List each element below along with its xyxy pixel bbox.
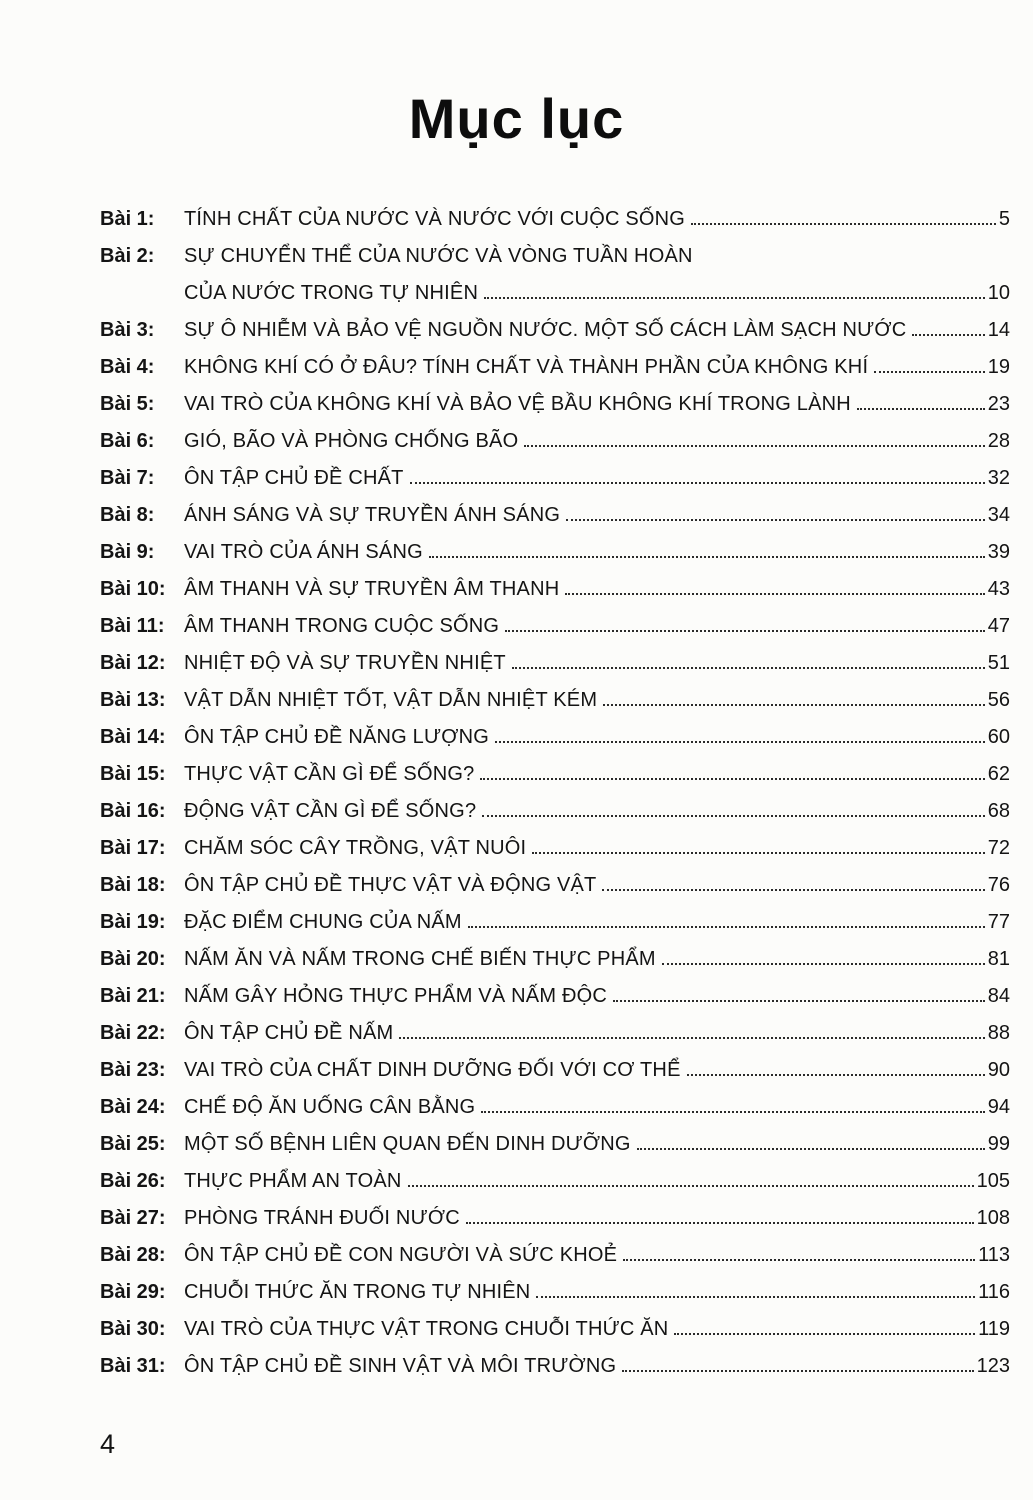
page-title: Mục lục xyxy=(408,87,625,150)
toc-entry-label: Bài 12: xyxy=(100,652,166,674)
toc-entry-label: Bài 27: xyxy=(100,1207,166,1229)
toc-entry-line xyxy=(100,1052,1010,1089)
toc-entry xyxy=(100,941,1010,978)
toc-entry-line xyxy=(100,793,1010,830)
dot-leader xyxy=(505,630,985,632)
toc-entry xyxy=(100,1089,1010,1126)
toc-entry-label: Bài 11: xyxy=(100,615,165,637)
toc-entry-label: Bài 13: xyxy=(100,689,166,711)
toc-entry-page: 62 xyxy=(987,763,1010,785)
toc-entry-page: 10 xyxy=(987,282,1010,304)
toc-entry-label: Bài 23: xyxy=(100,1059,166,1081)
toc-entry xyxy=(100,1237,1010,1274)
dot-leader xyxy=(623,1259,975,1261)
toc-entry-label: Bài 4: xyxy=(100,356,155,378)
dot-leader xyxy=(613,1000,985,1002)
toc-entry-label: Bài 24: xyxy=(100,1096,166,1118)
toc-entry xyxy=(100,645,1010,682)
toc-entry-title: ÔN TẬP CHỦ ĐỀ SINH VẬT VÀ MÔI TRƯỜNG xyxy=(184,1355,617,1377)
toc-entry xyxy=(100,349,1010,386)
toc-entry xyxy=(100,312,1010,349)
toc-entry-label: Bài 1: xyxy=(100,208,155,230)
toc-entry xyxy=(100,867,1010,904)
toc-list xyxy=(100,201,1010,1385)
toc-entry-page: 72 xyxy=(987,837,1010,859)
toc-entry-line xyxy=(100,423,1010,460)
toc-entry-page: 34 xyxy=(987,504,1010,526)
dot-leader xyxy=(482,815,984,817)
toc-entry xyxy=(100,201,1010,238)
toc-entry-label: Bài 10: xyxy=(100,578,166,600)
toc-entry-label: Bài 3: xyxy=(100,319,155,341)
toc-entry-line xyxy=(100,238,1010,275)
toc-entry-label: Bài 17: xyxy=(100,837,166,859)
toc-entry-label: Bài 20: xyxy=(100,948,166,970)
toc-entry-line xyxy=(100,830,1010,867)
toc-entry-title: ĐỘNG VẬT CẦN GÌ ĐỂ SỐNG? xyxy=(184,800,477,822)
toc-entry-label: Bài 26: xyxy=(100,1170,166,1192)
toc-entry-label: Bài 30: xyxy=(100,1318,166,1340)
toc-entry-page: 47 xyxy=(987,615,1010,637)
toc-entry-page: 81 xyxy=(987,948,1010,970)
dot-leader xyxy=(602,889,984,891)
toc-entry-line xyxy=(100,534,1010,571)
dot-leader xyxy=(622,1370,973,1372)
toc-entry-line xyxy=(100,312,1010,349)
toc-entry-label: Bài 29: xyxy=(100,1281,166,1303)
toc-entry-page: 56 xyxy=(987,689,1010,711)
toc-entry-page: 105 xyxy=(976,1170,1010,1192)
toc-entry xyxy=(100,1348,1010,1385)
dot-leader xyxy=(912,334,984,336)
toc-entry-title: NHIỆT ĐỘ VÀ SỰ TRUYỀN NHIỆT xyxy=(184,652,506,674)
toc-entry-title: TÍNH CHẤT CỦA NƯỚC VÀ NƯỚC VỚI CUỘC SỐNG xyxy=(184,208,686,230)
toc-entry-title: MỘT SỐ BỆNH LIÊN QUAN ĐẾN DINH DƯỠNG xyxy=(184,1133,631,1155)
toc-entry-page: 68 xyxy=(987,800,1010,822)
toc-entry-title: ÔN TẬP CHỦ ĐỀ CHẤT xyxy=(184,467,404,489)
toc-entry-label: Bài 9: xyxy=(100,541,155,563)
dot-leader xyxy=(566,519,985,521)
toc-entry-page: 77 xyxy=(987,911,1010,933)
toc-entry-line xyxy=(100,1126,1010,1163)
toc-entry-page: 32 xyxy=(987,467,1010,489)
toc-entry-label: Bài 21: xyxy=(100,985,166,1007)
toc-entry-line xyxy=(100,1348,1010,1385)
toc-entry xyxy=(100,719,1010,756)
toc-entry-page: 39 xyxy=(987,541,1010,563)
toc-entry xyxy=(100,1163,1010,1200)
toc-entry-title: VAI TRÒ CỦA KHÔNG KHÍ VÀ BẢO VỆ BẦU KHÔNG KHÍ TRONG LÀNH xyxy=(184,393,851,415)
toc-entry-page: 76 xyxy=(987,874,1010,896)
toc-entry-title: GIÓ, BÃO VÀ PHÒNG CHỐNG BÃO xyxy=(184,430,519,452)
toc-entry-page: 51 xyxy=(987,652,1010,674)
dot-leader xyxy=(674,1333,975,1335)
toc-entry-line xyxy=(100,756,1010,793)
toc-entry-label: Bài 31: xyxy=(100,1355,166,1377)
toc-entry-line xyxy=(100,645,1010,682)
dot-leader xyxy=(874,371,985,373)
toc-entry xyxy=(100,497,1010,534)
toc-entry-label: Bài 15: xyxy=(100,763,166,785)
toc-entry-label: Bài 19: xyxy=(100,911,166,933)
toc-entry xyxy=(100,1015,1010,1052)
toc-entry-line xyxy=(100,201,1010,238)
dot-leader xyxy=(687,1074,985,1076)
dot-leader xyxy=(468,926,985,928)
toc-entry xyxy=(100,830,1010,867)
toc-entry-title: KHÔNG KHÍ CÓ Ở ĐÂU? TÍNH CHẤT VÀ THÀNH PHẦN CỦA KHÔNG KHÍ xyxy=(184,356,869,378)
toc-entry-page: 14 xyxy=(987,319,1010,341)
toc-entry-line xyxy=(100,1311,1010,1348)
toc-entry xyxy=(100,1200,1010,1237)
toc-entry-page: 108 xyxy=(976,1207,1010,1229)
toc-entry xyxy=(100,1126,1010,1163)
dot-leader xyxy=(662,963,985,965)
toc-entry-title: VAI TRÒ CỦA ÁNH SÁNG xyxy=(184,541,423,563)
toc-entry-line xyxy=(100,1163,1010,1200)
toc-entry-title: NẤM ĂN VÀ NẤM TRONG CHẾ BIẾN THỰC PHẨM xyxy=(184,948,656,970)
toc-entry-title: VAI TRÒ CỦA CHẤT DINH DƯỠNG ĐỐI VỚI CƠ THỂ xyxy=(184,1059,681,1081)
toc-entry-line-continued xyxy=(100,275,1010,312)
toc-entry-page: 90 xyxy=(987,1059,1010,1081)
toc-entry-line xyxy=(100,867,1010,904)
dot-leader xyxy=(408,1185,974,1187)
toc-entry-title: ÂM THANH VÀ SỰ TRUYỀN ÂM THANH xyxy=(184,578,560,600)
toc-entry-label: Bài 18: xyxy=(100,874,166,896)
toc-entry-title: VẬT DẪN NHIỆT TỐT, VẬT DẪN NHIỆT KÉM xyxy=(184,689,598,711)
toc-entry-page: 119 xyxy=(978,1318,1010,1340)
toc-entry-line xyxy=(100,349,1010,386)
toc-entry-page: 88 xyxy=(987,1022,1010,1044)
toc-entry-line xyxy=(100,1274,1010,1311)
toc-entry-page: 116 xyxy=(978,1281,1010,1303)
toc-entry-line xyxy=(100,719,1010,756)
toc-entry-title-continued: CỦA NƯỚC TRONG TỰ NHIÊN xyxy=(184,282,479,304)
toc-entry xyxy=(100,978,1010,1015)
toc-entry xyxy=(100,1052,1010,1089)
dot-leader xyxy=(565,593,984,595)
toc-entry-label: Bài 7: xyxy=(100,467,155,489)
toc-entry-title: CHĂM SÓC CÂY TRỒNG, VẬT NUÔI xyxy=(184,837,527,859)
toc-entry-page: 19 xyxy=(987,356,1010,378)
toc-entry-label: Bài 14: xyxy=(100,726,166,748)
dot-leader xyxy=(484,297,985,299)
dot-leader xyxy=(466,1222,974,1224)
toc-entry-line xyxy=(100,941,1010,978)
toc-entry-page: 94 xyxy=(987,1096,1010,1118)
toc-entry-page: 123 xyxy=(976,1355,1010,1377)
toc-entry xyxy=(100,756,1010,793)
dot-leader xyxy=(691,223,996,225)
toc-entry-title: CHẾ ĐỘ ĂN UỐNG CÂN BẰNG xyxy=(184,1096,476,1118)
dot-leader xyxy=(410,482,985,484)
toc-entry-label: Bài 28: xyxy=(100,1244,166,1266)
toc-entry xyxy=(100,1311,1010,1348)
toc-entry-title: SỰ Ô NHIỄM VÀ BẢO VỆ NGUỒN NƯỚC. MỘT SỐ CÁCH LÀM SẠCH NƯỚC xyxy=(184,319,907,341)
toc-entry-line xyxy=(100,460,1010,497)
toc-entry-label: Bài 8: xyxy=(100,504,155,526)
toc-entry-line xyxy=(100,497,1010,534)
toc-entry-label: Bài 5: xyxy=(100,393,155,415)
toc-entry-page: 84 xyxy=(987,985,1010,1007)
toc-entry-title: ÔN TẬP CHỦ ĐỀ THỰC VẬT VÀ ĐỘNG VẬT xyxy=(184,874,597,896)
dot-leader xyxy=(480,778,984,780)
toc-entry-line xyxy=(100,1089,1010,1126)
toc-entry-line xyxy=(100,1200,1010,1237)
toc-entry-line xyxy=(100,386,1010,423)
toc-entry-title: VAI TRÒ CỦA THỰC VẬT TRONG CHUỖI THỨC ĂN xyxy=(184,1318,669,1340)
toc-entry-label: Bài 16: xyxy=(100,800,166,822)
toc-entry-line xyxy=(100,904,1010,941)
toc-entry xyxy=(100,571,1010,608)
dot-leader xyxy=(857,408,985,410)
toc-entry-title: ÂM THANH TRONG CUỘC SỐNG xyxy=(184,615,500,637)
toc-entry-title: THỰC VẬT CẦN GÌ ĐỂ SỐNG? xyxy=(184,763,475,785)
toc-entry-line xyxy=(100,682,1010,719)
dot-leader xyxy=(532,852,984,854)
toc-entry xyxy=(100,608,1010,645)
toc-entry-title: ÔN TẬP CHỦ ĐỀ CON NGƯỜI VÀ SỨC KHOẺ xyxy=(184,1244,618,1266)
toc-entry-title: ÁNH SÁNG VÀ SỰ TRUYỀN ÁNH SÁNG xyxy=(184,504,561,526)
toc-entry-label: Bài 25: xyxy=(100,1133,166,1155)
toc-entry-page: 60 xyxy=(987,726,1010,748)
dot-leader xyxy=(512,667,985,669)
dot-leader xyxy=(399,1037,984,1039)
dot-leader xyxy=(524,445,984,447)
toc-entry-line xyxy=(100,1237,1010,1274)
folio-page-number: 4 xyxy=(100,1429,116,1459)
toc-entry xyxy=(100,238,1010,312)
dot-leader xyxy=(429,556,985,558)
toc-entry xyxy=(100,423,1010,460)
toc-entry-page: 113 xyxy=(978,1244,1010,1266)
dot-leader xyxy=(481,1111,984,1113)
toc-entry xyxy=(100,460,1010,497)
toc-entry xyxy=(100,793,1010,830)
toc-entry xyxy=(100,904,1010,941)
dot-leader xyxy=(495,741,985,743)
dot-leader xyxy=(536,1296,975,1298)
toc-entry-title: CHUỖI THỨC ĂN TRONG TỰ NHIÊN xyxy=(184,1281,531,1303)
toc-entry-page: 28 xyxy=(987,430,1010,452)
toc-entry-line xyxy=(100,608,1010,645)
toc-entry-label: Bài 2: xyxy=(100,245,155,267)
toc-entry-page: 5 xyxy=(998,208,1010,230)
toc-entry-line xyxy=(100,571,1010,608)
toc-entry-title: NẤM GÂY HỎNG THỰC PHẨM VÀ NẤM ĐỘC xyxy=(184,985,607,1007)
toc-entry-title: THỰC PHẨM AN TOÀN xyxy=(184,1170,402,1192)
dot-leader xyxy=(603,704,985,706)
toc-entry-page: 23 xyxy=(987,393,1010,415)
toc-entry-line xyxy=(100,978,1010,1015)
toc-entry-page: 43 xyxy=(987,578,1010,600)
toc-entry xyxy=(100,534,1010,571)
toc-entry-title: ÔN TẬP CHỦ ĐỀ NĂNG LƯỢNG xyxy=(184,726,490,748)
toc-entry-title: SỰ CHUYỂN THỂ CỦA NƯỚC VÀ VÒNG TUẦN HOÀN xyxy=(184,245,693,267)
toc-entry-page: 99 xyxy=(987,1133,1010,1155)
toc-entry-title: ĐẶC ĐIỂM CHUNG CỦA NẤM xyxy=(184,911,462,933)
toc-entry xyxy=(100,682,1010,719)
toc-entry-title: PHÒNG TRÁNH ĐUỐI NƯỚC xyxy=(184,1207,460,1229)
toc-entry-label: Bài 6: xyxy=(100,430,155,452)
toc-entry xyxy=(100,1274,1010,1311)
dot-leader xyxy=(637,1148,985,1150)
toc-entry-line xyxy=(100,1015,1010,1052)
toc-entry xyxy=(100,386,1010,423)
toc-entry-label: Bài 22: xyxy=(100,1022,166,1044)
toc-entry-title: ÔN TẬP CHỦ ĐỀ NẤM xyxy=(184,1022,394,1044)
